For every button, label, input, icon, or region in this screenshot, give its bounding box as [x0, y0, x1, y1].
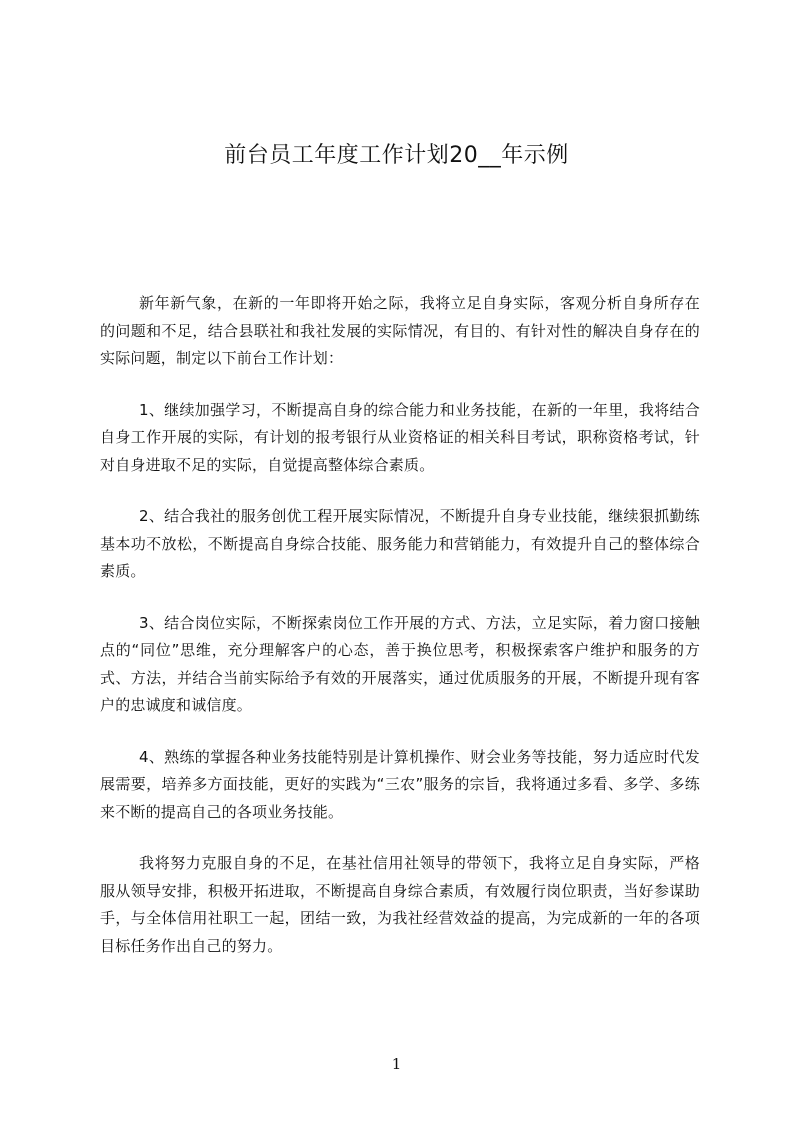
document-title: 前台员工年度工作计划20__年示例 [224, 143, 569, 168]
page-number: 1 [391, 1055, 402, 1073]
paragraph-conclusion: 我将努力克服自身的不足，在基社信用社领导的带领下，我将立足自身实际，严格服从领导安排，积极开拓进取，不断提高自身综合素质，有效履行岗位职责，当好参谋助手，与全体信用社职工一起，团结一致，为我社经营效益的提高，为完成新的一年的各项目标任务作出自己的努力。 [100, 854, 700, 955]
document-body [100, 290, 700, 984]
paragraph-item-2: 2、结合我社的服务创优工程开展实际情况，不断提升自身专业技能，继续狠抓勤练基本功不放松，不断提高自身综合技能、服务能力和营销能力，有效提升自己的整体综合素质。 [100, 507, 700, 580]
paragraph-item-1: 1、继续加强学习，不断提高自身的综合能力和业务技能，在新的一年里，我将结合自身工作开展的实际，有计划的报考银行从业资格证的相关科目考试，职称资格考试，针对自身进取不足的实际，自觉提高整体综合素质。 [100, 400, 700, 474]
paragraph-item-3: 3、结合岗位实际，不断探索岗位工作开展的方式、方法，立足实际，着力窗口接触点的“同位”思维，充分理解客户的心态，善于换位思考，积极探索客户维护和服务的方式、方法，并结合当前实际给予有效的开展落实，通过优质服务的开展，不断提升现有客户的忠诚度和诚信度。 [100, 613, 700, 714]
paragraph-intro: 新年新气象，在新的一年即将开始之际，我将立足自身实际，客观分析自身所存在的问题和不足，结合县联社和我社发展的实际情况，有目的、有针对性的解决自身存在的实际问题，制定以下前台工作计划： [100, 294, 700, 367]
paragraph-item-4: 4、熟练的掌握各种业务技能特别是计算机操作、财会业务等技能，努力适应时代发展需要，培养多方面技能，更好的实践为“三农”服务的宗旨，我将通过多看、多学、多练来不断的提高自己的各项业务技能。 [100, 747, 700, 821]
